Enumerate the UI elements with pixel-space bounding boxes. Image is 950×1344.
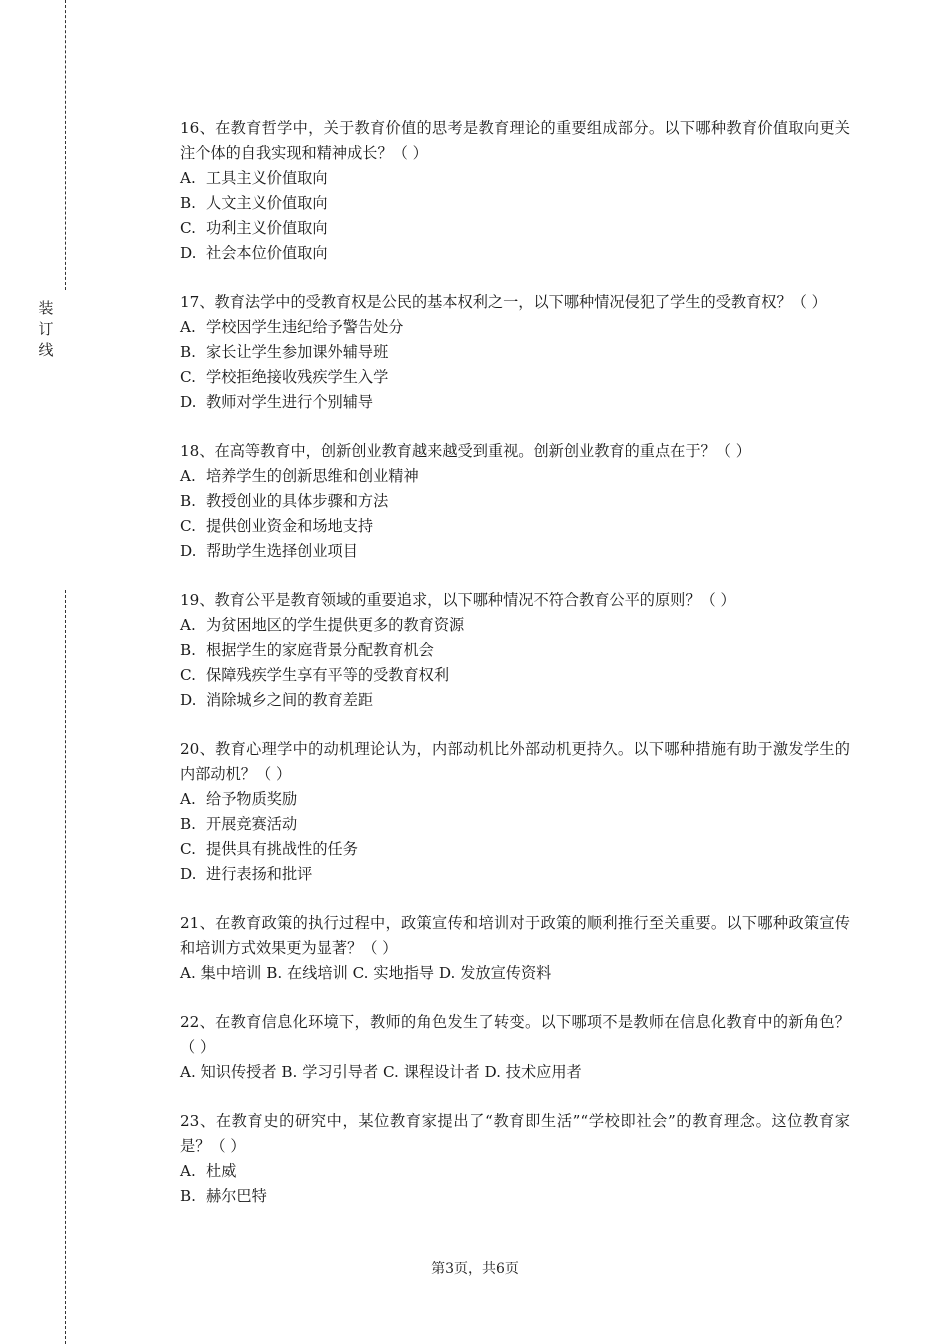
binding-label — [36, 298, 56, 361]
question-stem: 23、在教育史的研究中，某位教育家提出了“教育即生活”“学校即社会”的教育理念。这位教育家是？（ ） — [180, 1112, 850, 1155]
binding-char: 线 — [38, 341, 54, 359]
option-b[interactable]: B. 赫尔巴特 — [180, 1187, 267, 1205]
binding-char: 订 — [38, 320, 54, 338]
question-22 — [180, 1010, 850, 1085]
option-b[interactable]: B. 家长让学生参加课外辅导班 — [180, 343, 389, 361]
question-stem: 18、在高等教育中，创新创业教育越来越受到重视。创新创业教育的重点在于？（ ） — [180, 442, 751, 460]
question-stem: 19、教育公平是教育领域的重要追求，以下哪种情况不符合教育公平的原则？（ ） — [180, 591, 736, 609]
option-d[interactable]: D. 社会本位价值取向 — [180, 244, 328, 262]
option-c[interactable]: C. 提供具有挑战性的任务 — [180, 840, 358, 858]
question-23 — [180, 1109, 850, 1209]
question-stem: 22、在教育信息化环境下，教师的角色发生了转变。以下哪项不是教师在信息化教育中的新角色？（ ） — [180, 1013, 850, 1056]
option-c[interactable]: C. 保障残疾学生享有平等的受教育权利 — [180, 666, 449, 684]
question-19 — [180, 588, 850, 713]
option-a[interactable]: A. 学校因学生违纪给予警告处分 — [180, 318, 404, 336]
option-a[interactable]: A. 工具主义价值取向 — [180, 169, 328, 187]
option-d[interactable]: D. 教师对学生进行个别辅导 — [180, 393, 374, 411]
option-d[interactable]: D. 帮助学生选择创业项目 — [180, 542, 358, 560]
binding-dashed-line-top — [65, 0, 66, 290]
option-c[interactable]: C. 学校拒绝接收残疾学生入学 — [180, 368, 389, 386]
option-b[interactable]: B. 根据学生的家庭背景分配教育机会 — [180, 641, 434, 659]
option-b[interactable]: B. 教授创业的具体步骤和方法 — [180, 492, 389, 510]
page-number: 第3页，共6页 — [431, 1261, 519, 1277]
question-stem: 17、教育法学中的受教育权是公民的基本权利之一，以下哪种情况侵犯了学生的受教育权？（ ） — [180, 293, 827, 311]
option-b[interactable]: B. 开展竞赛活动 — [180, 815, 298, 833]
question-20 — [180, 737, 850, 887]
option-a[interactable]: A. 给予物质奖励 — [180, 790, 298, 808]
option-d[interactable]: D. 进行表扬和批评 — [180, 865, 313, 883]
option-d[interactable]: D. 消除城乡之间的教育差距 — [180, 691, 374, 709]
question-stem: 21、在教育政策的执行过程中，政策宣传和培训对于政策的顺利推行至关重要。以下哪种政策宣传和培训方式效果更为显著？（ ） — [180, 914, 850, 957]
options-inline[interactable]: A. 集中培训 B. 在线培训 C. 实地指导 D. 发放宣传资料 — [180, 964, 552, 982]
question-21 — [180, 911, 850, 986]
question-17 — [180, 290, 850, 415]
option-a[interactable]: A. 培养学生的创新思维和创业精神 — [180, 467, 419, 485]
question-list — [180, 116, 850, 1233]
binding-dashed-line-bottom — [65, 590, 66, 1344]
option-c[interactable]: C. 功利主义价值取向 — [180, 219, 328, 237]
option-a[interactable]: A. 杜威 — [180, 1162, 237, 1180]
question-16 — [180, 116, 850, 266]
options-inline[interactable]: A. 知识传授者 B. 学习引导者 C. 课程设计者 D. 技术应用者 — [180, 1063, 582, 1081]
question-stem: 16、在教育哲学中，关于教育价值的思考是教育理论的重要组成部分。以下哪种教育价值取向更关注个体的自我实现和精神成长？（ ） — [180, 119, 850, 162]
option-b[interactable]: B. 人文主义价值取向 — [180, 194, 328, 212]
question-18 — [180, 439, 850, 564]
option-c[interactable]: C. 提供创业资金和场地支持 — [180, 517, 374, 535]
question-stem: 20、教育心理学中的动机理论认为，内部动机比外部动机更持久。以下哪种措施有助于激发学生的内部动机？（ ） — [180, 740, 850, 783]
option-a[interactable]: A. 为贫困地区的学生提供更多的教育资源 — [180, 616, 465, 634]
binding-char: 装 — [38, 299, 54, 317]
